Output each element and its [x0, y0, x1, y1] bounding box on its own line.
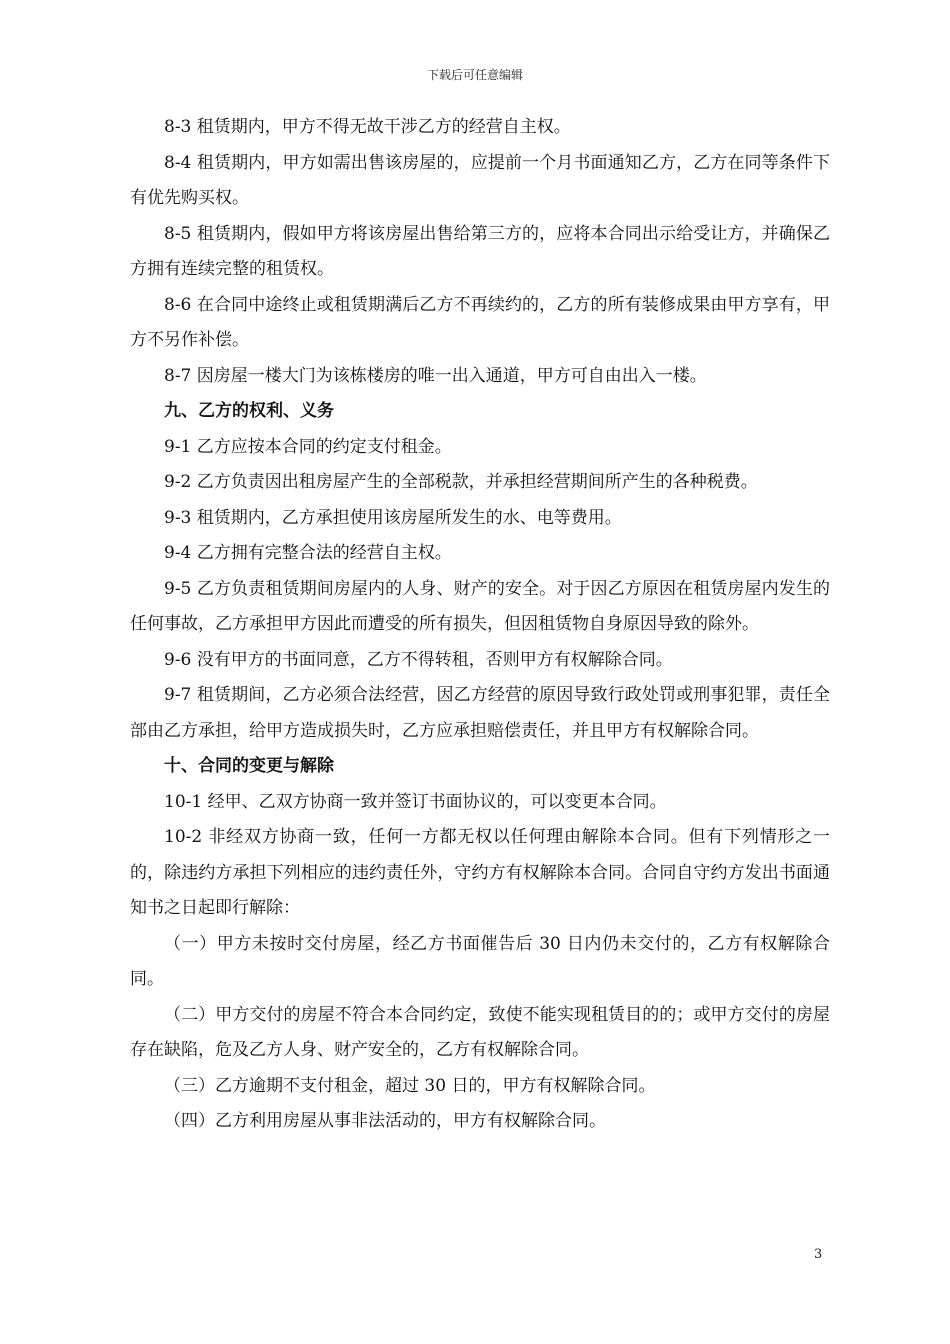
clause-9-6: 9-6 没有甲方的书面同意，乙方不得转租，否则甲方有权解除合同。 [164, 649, 673, 670]
clause-10-1: 10-1 经甲、乙双方协商一致并签订书面协议的，可以变更本合同。 [164, 791, 667, 812]
page-number: 3 [814, 1247, 823, 1262]
clause-9-2: 9-2 乙方负责因出租房屋产生的全部税款，并承担经营期间所产生的各种税费。 [164, 472, 758, 492]
clause-9-7: 9-7 租赁期间，乙方必须合法经营，因乙方经营的原因导致行政处罚或刑事犯罪，责任全部由乙方承担，给甲方造成损失时，乙方应承担赔偿责任，并且甲方有权解除合同。 [130, 685, 830, 741]
item-2: （二）甲方交付的房屋不符合本合同约定，致使不能实现租赁目的的；或甲方交付的房屋存在缺陷，危及乙方人身、财产安全的，乙方有权解除合同。 [130, 1004, 830, 1060]
clause-9-3: 9-3 租赁期内，乙方承担使用该房屋所发生的水、电等费用。 [164, 507, 622, 528]
clause-8-5: 8-5 租赁期内，假如甲方将该房屋出售给第三方的，应将本合同出示给受让方，并确保乙方拥有连续完整的租赁权。 [130, 223, 830, 279]
clause-9-1: 9-1 乙方应按本合同的约定支付租金。 [164, 436, 452, 457]
page-header: 下载后可任意编辑 [426, 68, 523, 82]
item-1: （一）甲方未按时交付房屋，经乙方书面催告后 30 日内仍未交付的，乙方有权解除合同。 [130, 933, 830, 989]
section-heading-10: 十、合同的变更与解除 [164, 756, 334, 776]
clause-8-7: 8-7 因房屋一楼大门为该栋楼房的唯一出入通道，甲方可自由出入一楼。 [164, 365, 707, 386]
section-heading-9: 九、乙方的权利、义务 [164, 401, 334, 421]
clause-9-4: 9-4 乙方拥有完整合法的经营自主权。 [164, 543, 452, 563]
clause-10-2: 10-2 非经双方协商一致，任何一方都无权以任何理由解除本合同。但有下列情形之一的，除违约方承担下列相应的违约责任外，守约方有权解除本合同。合同自守约方发出书面通知书之日起即行解除： [130, 827, 830, 918]
clause-8-6: 8-6 在合同中途终止或租赁期满后乙方不再续约的，乙方的所有装修成果由甲方享有，甲方不另作补偿。 [130, 294, 830, 350]
item-4: （四）乙方利用房屋从事非法活动的，甲方有权解除合同。 [164, 1111, 606, 1131]
document-body [130, 110, 830, 1140]
clause-9-5: 9-5 乙方负责租赁期间房屋内的人身、财产的安全。对于因乙方原因在租赁房屋内发生的任何事故，乙方承担甲方因此而遭受的所有损失，但因租赁物自身原因导致的除外。 [130, 578, 830, 634]
item-3: （三）乙方逾期不支付租金，超过 30 日的，甲方有权解除合同。 [164, 1075, 656, 1096]
clause-8-3: 8-3 租赁期内，甲方不得无故干涉乙方的经营自主权。 [164, 117, 571, 137]
clause-8-4: 8-4 租赁期内，甲方如需出售该房屋的，应提前一个月书面通知乙方，乙方在同等条件下有优先购买权。 [130, 152, 830, 208]
